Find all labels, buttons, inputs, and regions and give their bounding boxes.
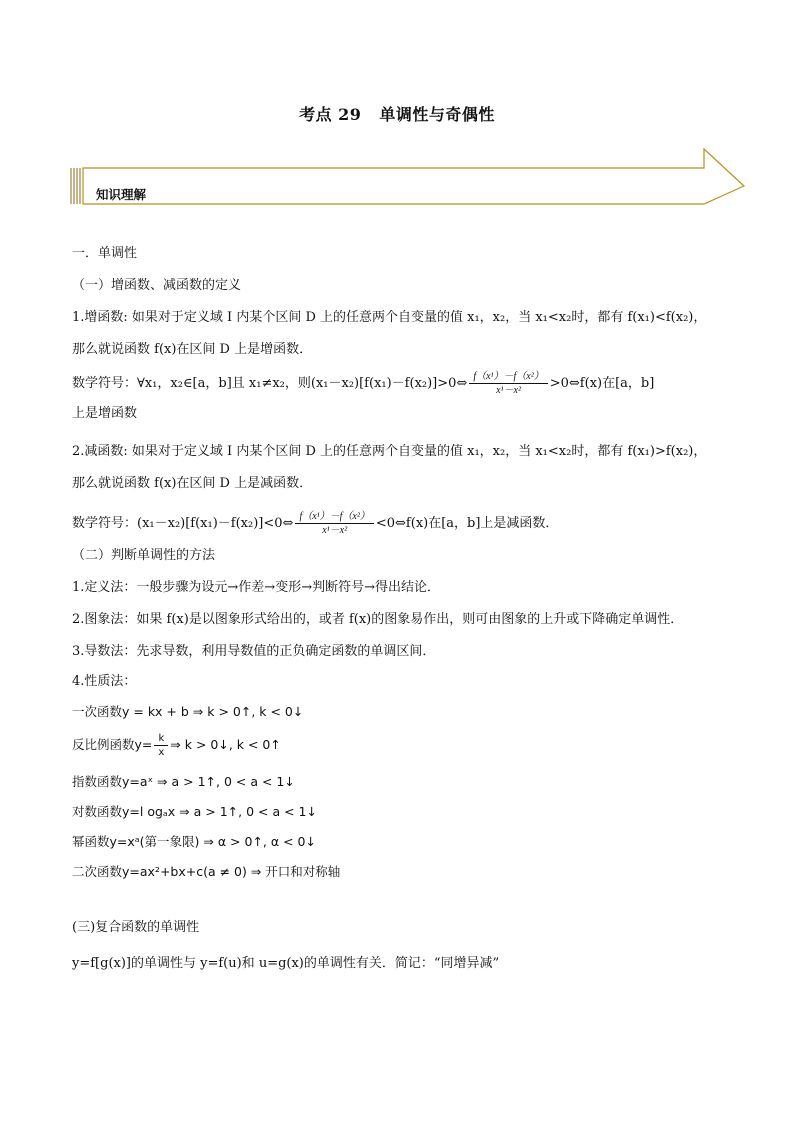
prop-inverse-pre: 反比例函数y= bbox=[72, 737, 153, 752]
increasing-symbol-line bbox=[72, 370, 654, 397]
prop-exponential: 指数函数y=aˣ ⇒ a > 1↑, 0 < a < 1↓ bbox=[72, 774, 295, 789]
decreasing-fraction bbox=[295, 510, 373, 537]
method-graph: 2.图象法：如果 f(x)是以图象形式给出的，或者 f(x)的图象易作出，则可由图象的上升或下降确定单调性． bbox=[72, 612, 684, 627]
increasing-frac-num: f（x¹）－f（x²） bbox=[469, 370, 547, 384]
subsection-definition: （一）增函数、减函数的定义 bbox=[72, 278, 242, 293]
increasing-def-line2: 那么就说函数 f(x)在区间 D 上是增函数． bbox=[72, 342, 313, 357]
decreasing-def-line1: 2.减函数: 如果对于定义域 I 内某个区间 D 上的任意两个自变量的值 x₁，x₂，当 x₁<x₂时，都有 f(x₁)>f(x₂)， bbox=[72, 444, 707, 459]
title-prefix: 考点 29 bbox=[299, 105, 362, 124]
increasing-def-line1: 1.增函数: 如果对于定义域 I 内某个区间 D 上的任意两个自变量的值 x₁，x₂，当 x₁<x₂时，都有 f(x₁)<f(x₂)， bbox=[72, 310, 707, 325]
page-title bbox=[0, 102, 794, 125]
prop-inverse bbox=[72, 732, 281, 759]
method-derivative: 3.导数法：先求导数，利用导数值的正负确定函数的单调区间． bbox=[72, 644, 436, 659]
prop-inverse-num: k bbox=[154, 732, 168, 746]
subsection-methods: （二）判断单调性的方法 bbox=[72, 548, 216, 563]
composite-rule: y=f[g(x)]的单调性与 y=f(u)和 u=g(x)的单调性有关．简记：“同增异减” bbox=[72, 956, 500, 971]
method-definition: 1.定义法：一般步骤为设元→作差→变形→判断符号→得出结论． bbox=[72, 580, 440, 595]
decreasing-frac-num: f（x¹）－f（x²） bbox=[295, 510, 373, 524]
section-heading: 一．单调性 bbox=[72, 246, 138, 261]
prop-inverse-den: x bbox=[158, 747, 165, 758]
decreasing-symbol-pre: 数学符号：(x₁－x₂)[f(x₁)－f(x₂)]<0⇔ bbox=[72, 516, 294, 531]
prop-inverse-fraction bbox=[154, 732, 168, 759]
increasing-frac-den: x¹－x² bbox=[496, 385, 521, 396]
prop-logarithm: 对数函数y=l ogₐx ⇒ a > 1↑, 0 < a < 1↓ bbox=[72, 804, 317, 819]
banner-label: 知识理解 bbox=[96, 187, 147, 202]
method-property: 4.性质法： bbox=[72, 674, 137, 689]
decreasing-symbol-post: <0⇔f(x)在[a，b]上是减函数． bbox=[375, 516, 559, 531]
subsection-composite: (三)复合函数的单调性 bbox=[72, 920, 200, 935]
prop-power: 幂函数y=xᵃ(第一象限) ⇒ α > 0↑, α < 0↓ bbox=[72, 834, 316, 849]
arrow-banner-icon bbox=[70, 148, 746, 206]
section-banner bbox=[70, 148, 746, 206]
prop-quadratic: 二次函数y=ax²+bx+c(a ≠ 0) ⇒ 开口和对称轴 bbox=[72, 864, 341, 879]
increasing-def-line4: 上是增函数 bbox=[72, 406, 138, 421]
increasing-symbol-pre: 数学符号：∀x₁，x₂∈[a，b]且 x₁≠x₂，则(x₁－x₂)[f(x₁)－f(x₂)]>0⇔ bbox=[72, 376, 468, 391]
title-main: 单调性与奇偶性 bbox=[379, 105, 495, 124]
decreasing-def-line2: 那么就说函数 f(x)在区间 D 上是减函数． bbox=[72, 476, 313, 491]
prop-linear: 一次函数y = kx + b ⇒ k > 0↑, k < 0↓ bbox=[72, 704, 304, 719]
decreasing-symbol-line bbox=[72, 510, 558, 537]
increasing-symbol-post: >0⇔f(x)在[a，b] bbox=[549, 376, 655, 391]
decreasing-frac-den: x¹－x² bbox=[322, 525, 348, 536]
increasing-fraction bbox=[469, 370, 547, 397]
prop-inverse-post: ⇒ k > 0↓, k < 0↑ bbox=[170, 737, 281, 752]
